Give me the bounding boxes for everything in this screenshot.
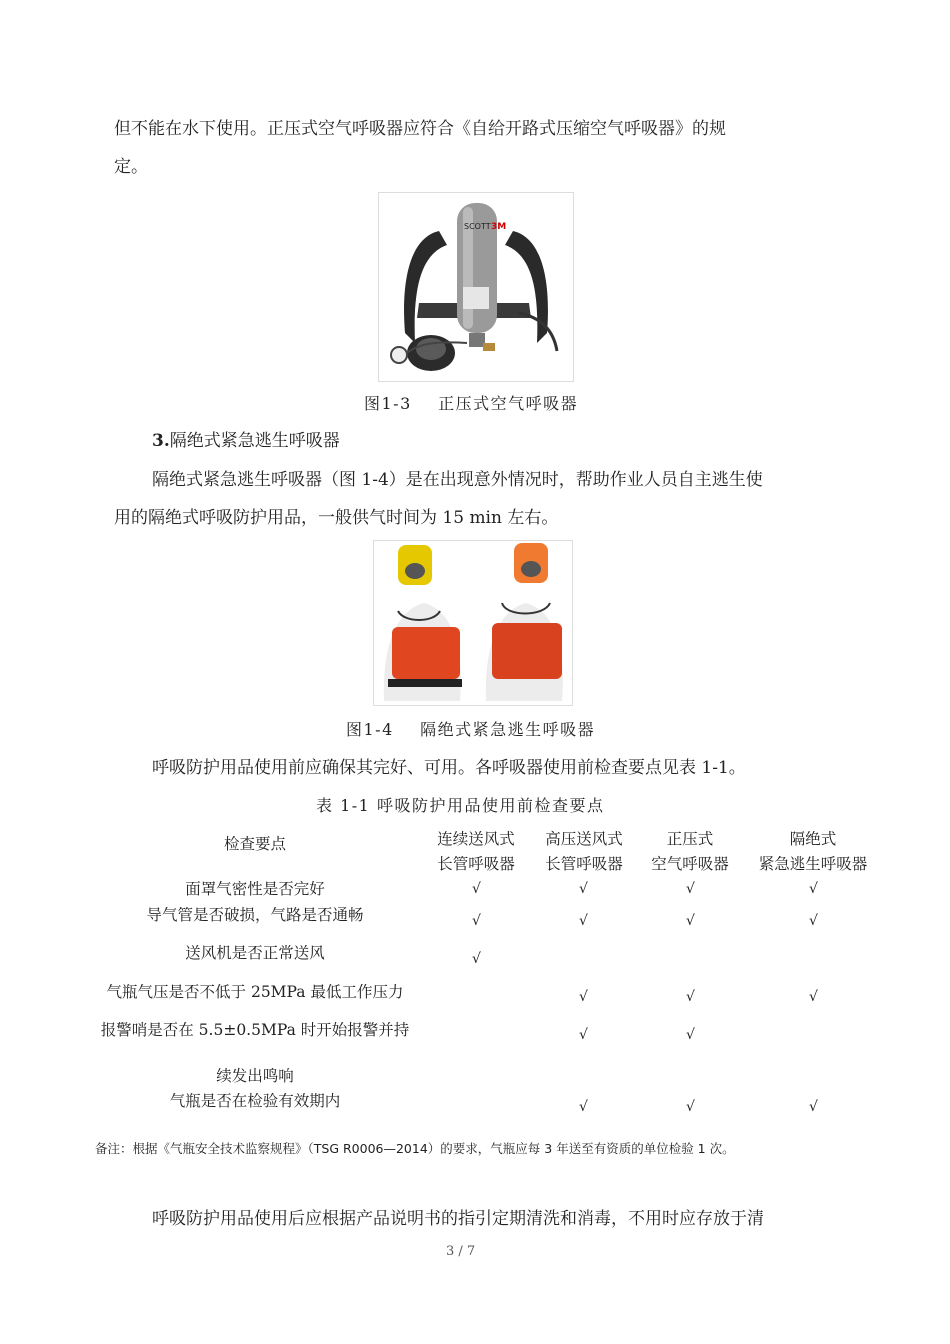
body-text-line: 隔绝式紧急逃生呼吸器（图 1-4）是在出现意外情况时，帮助作业人员自主逃生使: [152, 470, 763, 490]
section-number: 3.: [152, 431, 170, 451]
figure-caption: [364, 394, 578, 414]
check-mark: √: [686, 989, 695, 1005]
brand-logo: SCOTT: [464, 222, 491, 231]
check-mark: √: [686, 1027, 695, 1043]
check-mark: √: [686, 1099, 695, 1115]
check-mark: √: [809, 913, 818, 929]
check-mark: √: [579, 989, 588, 1005]
page-number: 3 / 7: [446, 1244, 476, 1259]
body-text-line: 呼吸防护用品使用前应确保其完好、可用。各呼吸器使用前检查要点见表 1-1。: [152, 758, 746, 778]
check-mark: √: [579, 1027, 588, 1043]
escape-respirator-illustration: [374, 541, 572, 705]
scba-illustration: [379, 193, 573, 381]
table-header-item: 检查要点: [223, 835, 286, 853]
table-row-label: 面罩气密性是否完好: [185, 880, 325, 898]
check-mark: √: [809, 989, 818, 1005]
check-mark: √: [579, 881, 588, 897]
body-text-line: 用的隔绝式呼吸防护用品，一般供气时间为 15 min 左右。: [114, 508, 559, 528]
check-mark: √: [472, 951, 481, 967]
svg-text:3M: 3M: [491, 222, 507, 232]
figure-title: 正压式空气呼吸器: [438, 394, 579, 413]
table-note: 备注：根据《气瓶安全技术监察规程》（TSG R0006—2014）的要求，气瓶应每 3 年送至有资质的单位检验 1 次。: [95, 1141, 735, 1156]
table-header-highpressure-airline: 高压送风式 长管呼吸器: [545, 830, 623, 873]
check-mark: √: [579, 1099, 588, 1115]
table-row-label: 气瓶气压是否不低于 25MPa 最低工作压力: [106, 983, 404, 1001]
table-row-label: 送风机是否正常送风: [185, 944, 325, 962]
figure-caption: [346, 720, 595, 740]
check-mark: √: [809, 1099, 818, 1115]
table-row-label: 报警哨是否在 5.5±0.5MPa 时开始报警并持: [100, 1021, 410, 1039]
body-text-line: 呼吸防护用品使用后应根据产品说明书的指引定期清洗和消毒，不用时应存放于清: [152, 1209, 764, 1229]
table-row-label: 导气管是否破损，气路是否通畅: [146, 906, 364, 924]
check-mark: √: [579, 913, 588, 929]
section-title: 隔绝式紧急逃生呼吸器: [169, 431, 340, 451]
table-header-escape-respirator: 隔绝式 紧急逃生呼吸器: [758, 830, 868, 873]
body-text-line: 定。: [114, 157, 148, 177]
figure-number: 图1-4: [346, 720, 394, 739]
scba-figure: [378, 192, 574, 382]
check-mark: √: [809, 881, 818, 897]
table-header-scba: 正压式 空气呼吸器: [651, 830, 729, 873]
table-title: 表 1-1 呼吸防护用品使用前检查要点: [316, 796, 605, 815]
table-header-continuous-airline: 连续送风式 长管呼吸器: [437, 830, 515, 873]
check-mark: √: [686, 881, 695, 897]
escape-respirator-figure: [373, 540, 573, 706]
figure-number: 图1-3: [364, 394, 412, 413]
check-mark: √: [686, 913, 695, 929]
body-text-line: 但不能在水下使用。正压式空气呼吸器应符合《自给开路式压缩空气呼吸器》的规: [114, 119, 726, 139]
table-row-label: 气瓶是否在检验有效期内: [169, 1092, 341, 1110]
figure-title: 隔绝式紧急逃生呼吸器: [420, 720, 596, 739]
section-heading: [152, 431, 340, 451]
check-mark: √: [472, 881, 481, 897]
table-row-label: 续发出鸣响: [216, 1067, 294, 1085]
check-mark: √: [472, 913, 481, 929]
